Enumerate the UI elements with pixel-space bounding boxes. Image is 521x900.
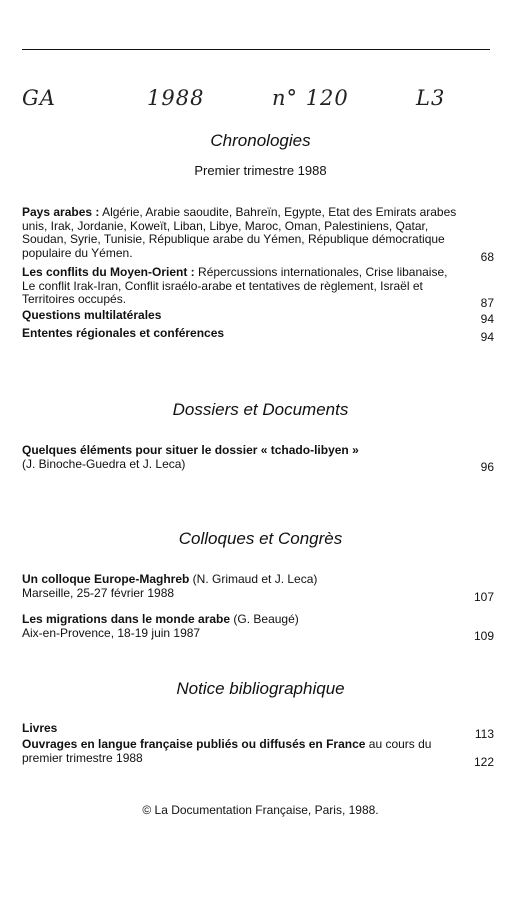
section-title-chronologies: Chronologies [210,131,311,150]
entry-heading: Un colloque Europe-Maghreb [22,572,190,586]
handwritten-note-year: 1988 [147,86,205,110]
entry-text: Algérie, Arabie saoudite, Bahreïn, Egypte, Etat des Emirats arabes unis, Irak, Jordanie, Koweït, Liban, Libye, Maroc, Oman, Palestiniens, Qatar, Soudan, Syrie, Tunisie, République arabe du Yémen, République démocratique populaire du Yémen. [22,205,457,260]
copyright-notice: © La Documentation Française, Paris, 1988. [142,803,379,817]
entry-heading: Ententes régionales et conférences [22,326,225,340]
section-subtitle: Premier trimestre 1988 [194,163,327,178]
entry-heading: Les conflits du Moyen-Orient : [22,265,195,279]
entry-authors: (N. Grimaud et J. Leca) [189,572,318,586]
top-rule [22,49,490,50]
page-number: 68 [480,250,494,264]
entry-place-date: Aix-en-Provence, 18-19 juin 1987 [22,625,201,640]
entry-text: Répercussions internationales, Crise libanaise, Le conflit Irak-Iran, Conflit israélo-arabe et tentatives de règlement, Israël et Territoires occupés. [22,265,448,307]
entry-heading: Quelques éléments pour situer le dossier « tchado-libyen » [22,443,359,457]
entry-text: au cours du premier trimestre 1988 [22,737,432,765]
handwritten-note-ga: GA [22,86,56,110]
toc-entry-questions [22,309,462,323]
section-title-notice: Notice bibliographique [176,679,345,698]
toc-entry-europe-maghreb [22,573,462,600]
entry-heading: Les migrations dans le monde arabe [22,612,231,626]
handwritten-note-l3: L3 [416,86,446,110]
page-number: 109 [473,629,494,643]
page-number: 113 [474,727,494,741]
page-number: 122 [473,755,494,769]
toc-entry-conflits [22,266,462,307]
page-number: 94 [480,330,494,344]
toc-entry-ouvrages [22,738,462,765]
entry-heading: Livres [22,721,58,735]
section-title-colloques: Colloques et Congrès [178,529,343,548]
toc-entry-migrations [22,613,462,640]
toc-entry-tchado-libyen [22,444,462,471]
entry-heading: Ouvrages en langue française publiés ou diffusés en France [22,737,366,751]
toc-entry-livres [22,722,462,736]
entry-heading: Questions multilatérales [22,308,162,322]
page-number: 94 [480,312,494,326]
entry-authors: (G. Beaugé) [230,612,299,626]
toc-entry-pays-arabes [22,206,462,260]
page-number: 87 [480,296,494,310]
page-number: 96 [480,460,494,474]
entry-place-date: Marseille, 25-27 février 1988 [22,585,175,600]
entry-authors: (J. Binoche-Guedra et J. Leca) [22,456,186,471]
section-title-dossiers: Dossiers et Documents [172,400,349,419]
toc-entry-ententes [22,327,462,341]
entry-heading: Pays arabes : [22,205,100,219]
handwritten-note-number: n° 120 [272,86,349,110]
page-number: 107 [473,590,494,604]
